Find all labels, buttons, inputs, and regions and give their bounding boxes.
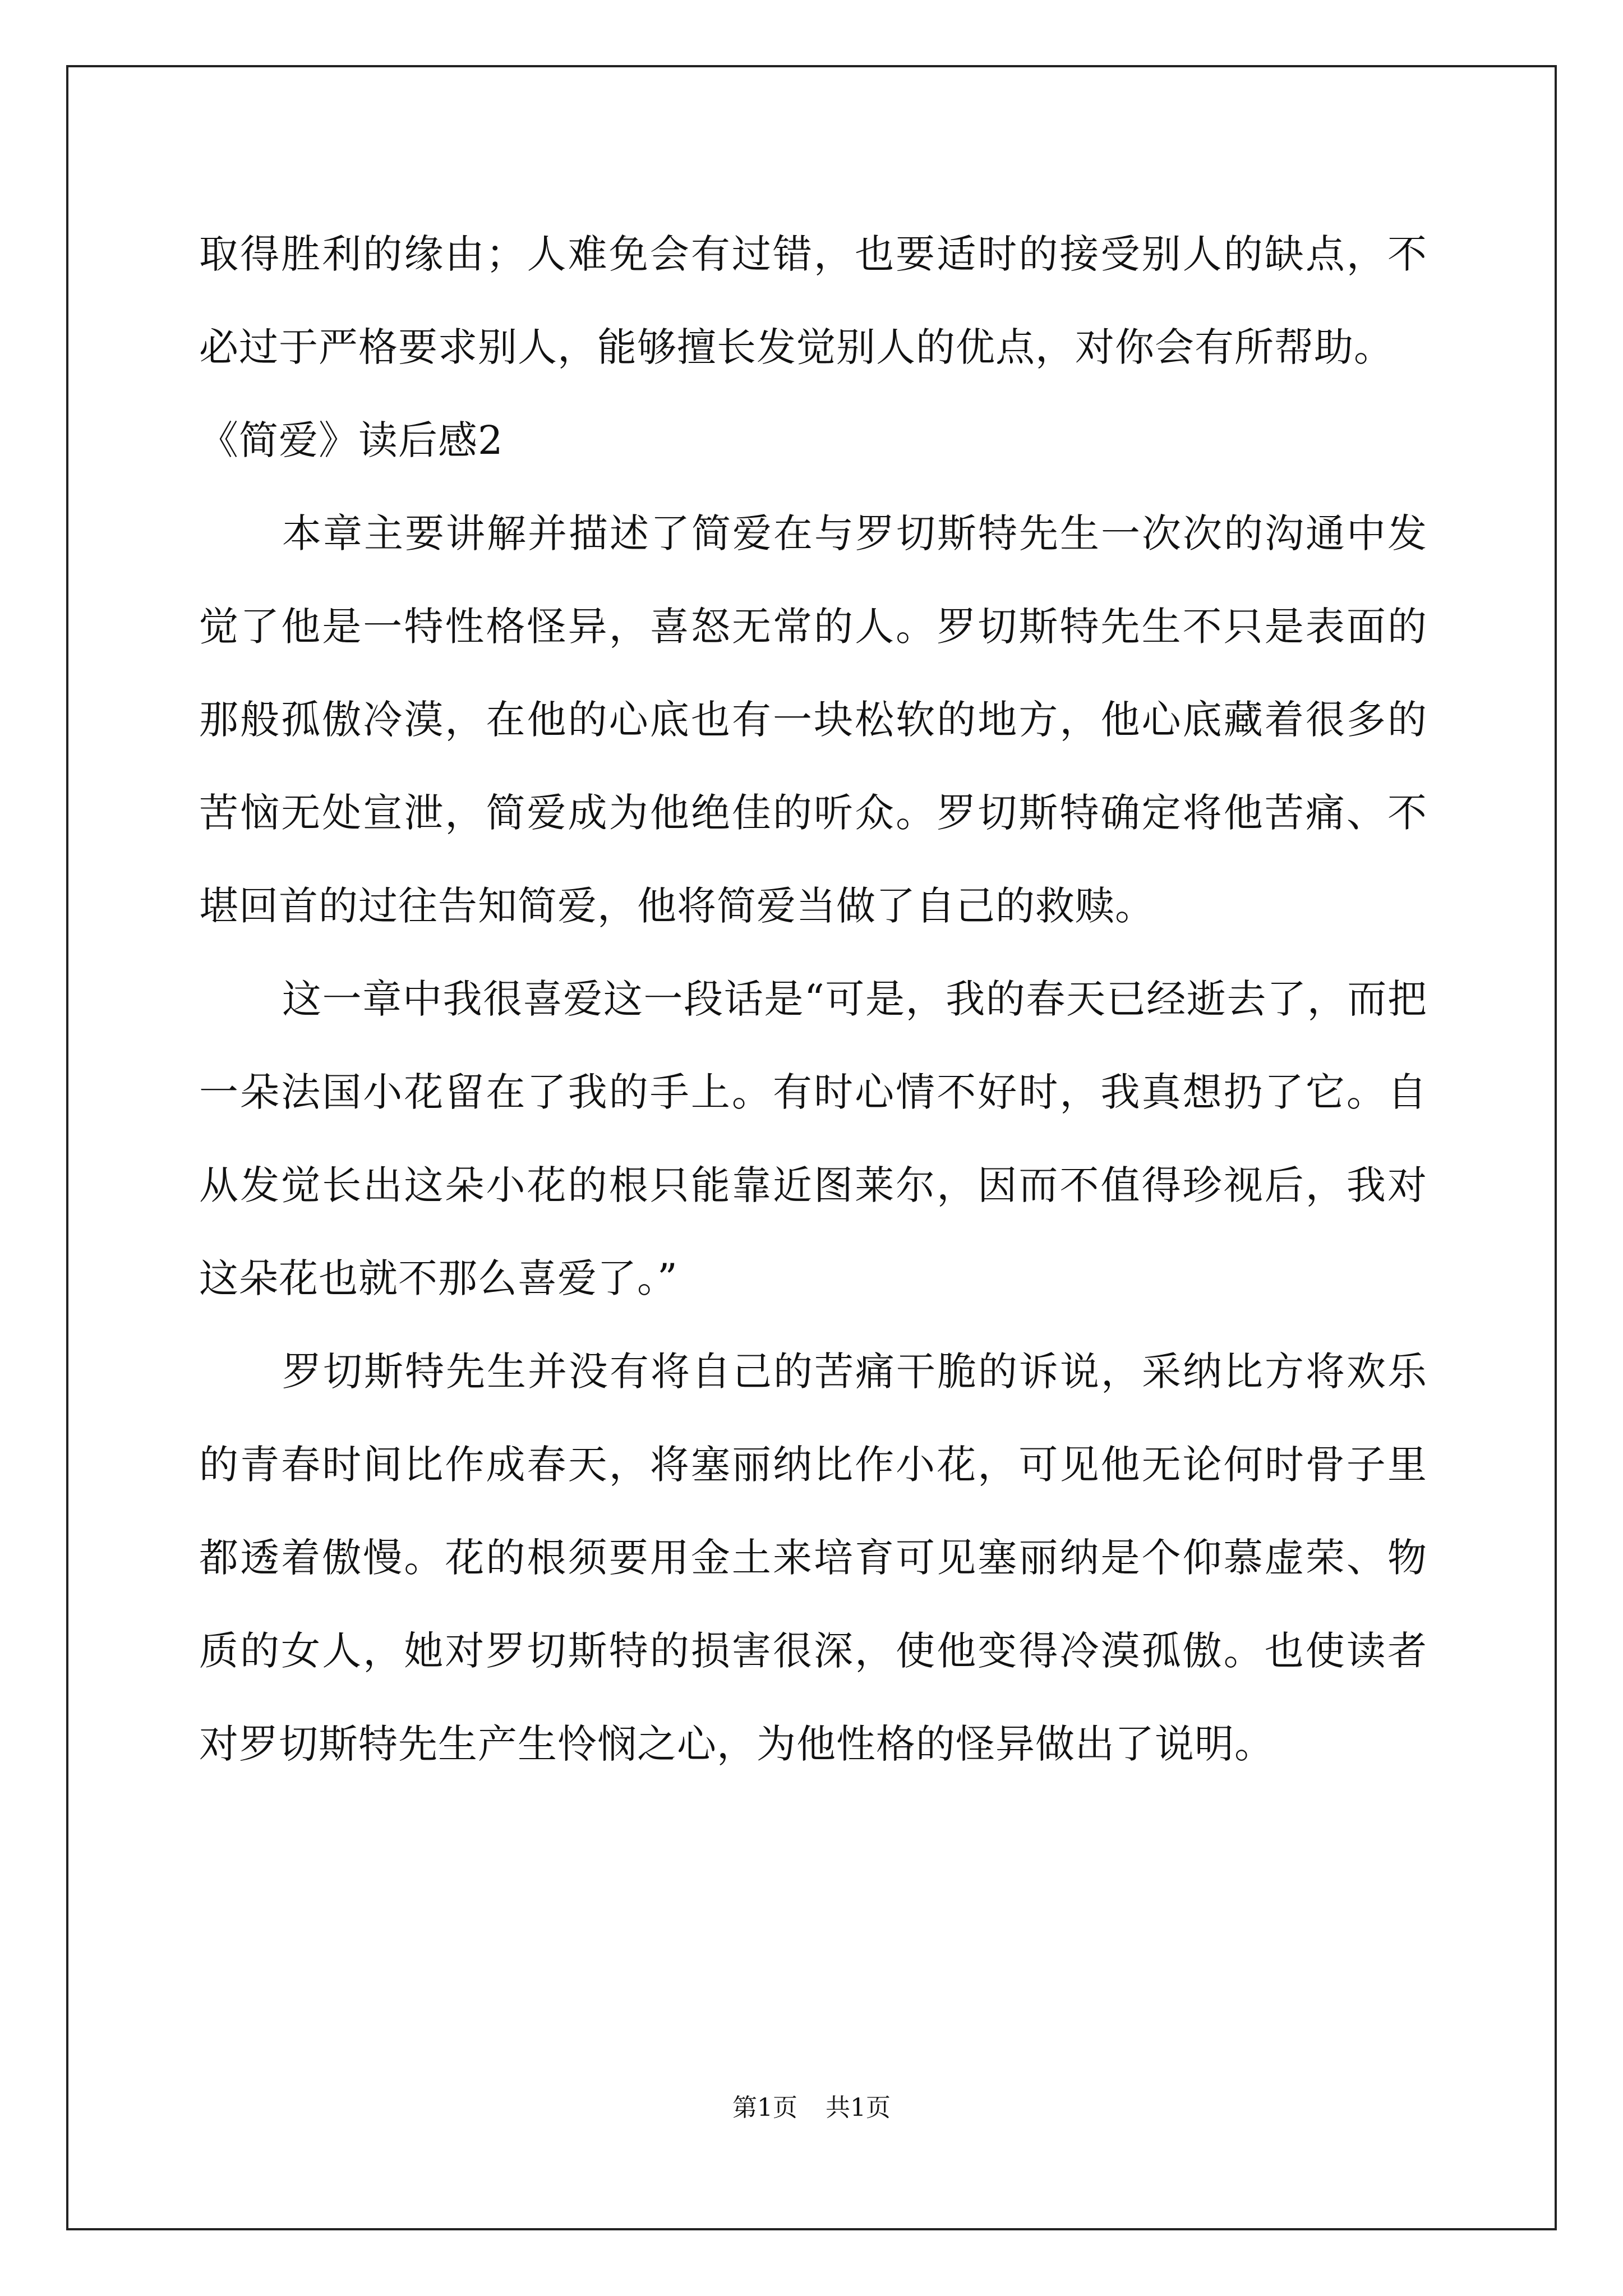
section-heading: 《简爱》读后感2 xyxy=(199,417,504,463)
page-total: 共1页 xyxy=(826,2093,891,2122)
paragraph-continued: 取得胜利的缘由；人难免会有过错，也要适时的接受别人的缺点，不必过于严格要求别人，能够擅长发觉别人的优点，对你会有所帮助。 xyxy=(199,231,1427,370)
page-number: 第1页 xyxy=(732,2093,797,2122)
document-body xyxy=(199,208,1427,1791)
paragraph-2: 这一章中我很喜爱这一段话是“可是，我的春天已经逝去了，而把一朵法国小花留在了我的手上。有时心情不好时，我真想扔了它。自从发觉长出这朵小花的根只能靠近图莱尔，因而不值得珍视后，我对这朵花也就不那么喜爱了。” xyxy=(199,976,1427,1301)
paragraph-3: 罗切斯特先生并没有将自己的苦痛干脆的诉说，采纳比方将欢乐的青春时间比作成春天，将塞丽纳比作小花，可见他无论何时骨子里都透着傲慢。花的根须要用金土来培育可见塞丽纳是个仰慕虚荣、物质的女人，她对罗切斯特的损害很深，使他变得冷漠孤傲。也使读者对罗切斯特先生产生怜悯之心，为他性格的怪异做出了说明。 xyxy=(199,1349,1427,1767)
page-footer xyxy=(0,2091,1623,2125)
paragraph-1: 本章主要讲解并描述了简爱在与罗切斯特先生一次次的沟通中发觉了他是一特性格怪异，喜怒无常的人。罗切斯特先生不只是表面的那般孤傲冷漠，在他的心底也有一块松软的地方，他心底藏着很多的苦恼无处宣泄，简爱成为他绝佳的听众。罗切斯特确定将他苦痛、不堪回首的过往告知简爱，他将简爱当做了自己的救赎。 xyxy=(199,510,1427,929)
